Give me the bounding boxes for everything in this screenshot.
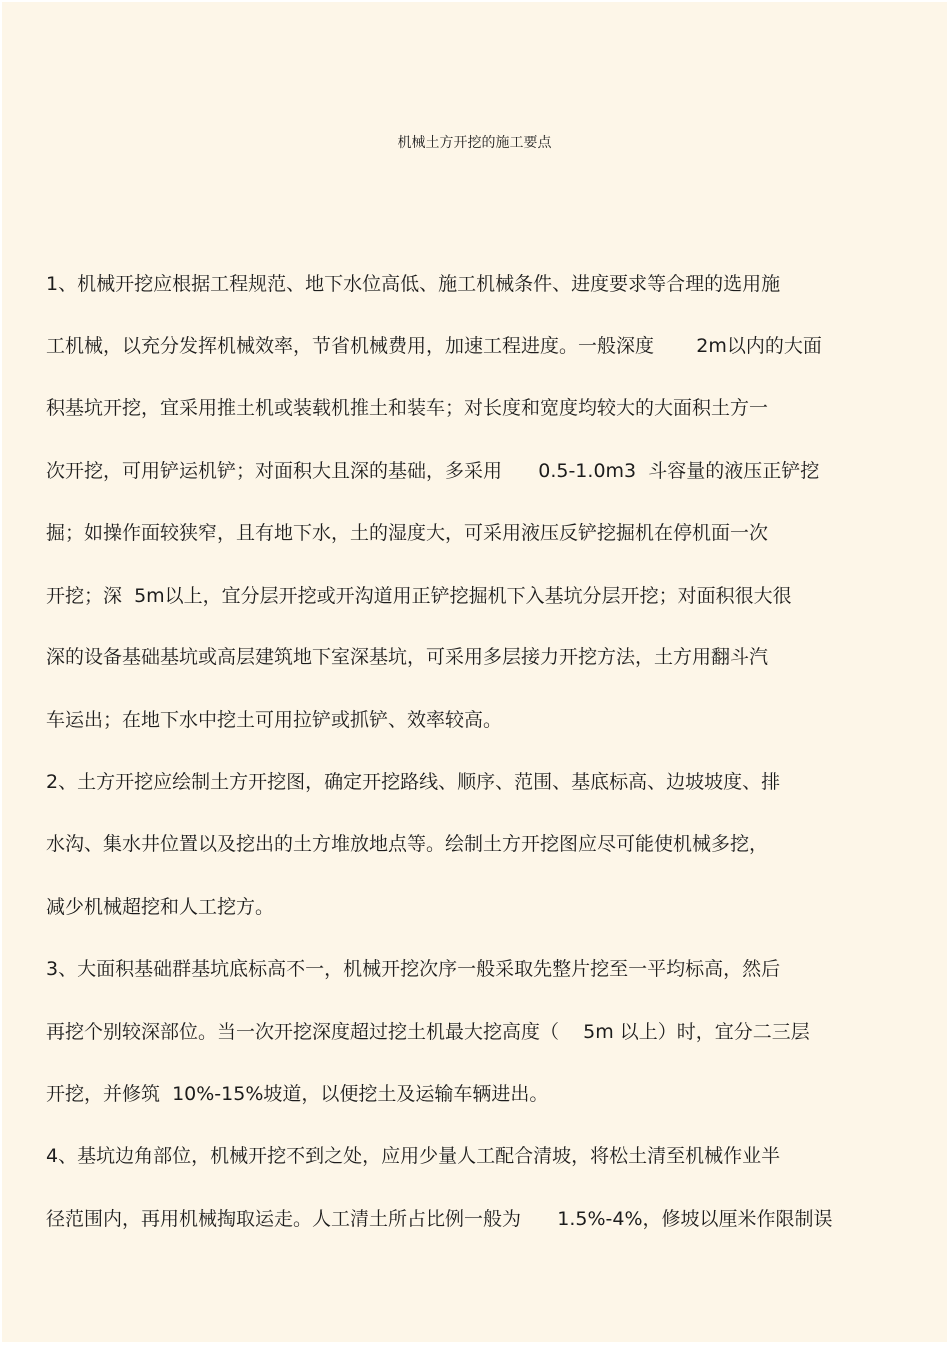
paragraph-line: 开挖，并修筑 10%-15%坡道，以便挖土及运输车辆进出。 bbox=[46, 1083, 549, 1105]
paragraph-line: 掘；如操作面较狭窄，且有地下水，土的湿度大，可采用液压反铲挖掘机在停机面一次 bbox=[46, 522, 769, 544]
document-title: 机械土方开挖的施工要点 bbox=[397, 135, 552, 151]
paragraph-line: 工机械，以充分发挥机械效率，节省机械费用，加速工程进度。一般深度 2m以内的大面 bbox=[46, 335, 822, 357]
paragraph-line: 再挖个别较深部位。当一次开挖深度超过挖土机最大挖高度（ 5m 以上）时，宜分二三层 bbox=[46, 1021, 810, 1043]
paragraph-line: 次开挖，可用铲运机铲；对面积大且深的基础，多采用 0.5-1.0m3 斗容量的液压正铲挖 bbox=[46, 460, 820, 482]
paragraph-line: 减少机械超挖和人工挖方。 bbox=[46, 896, 275, 918]
paragraph-line: 水沟、集水井位置以及挖出的土方堆放地点等。绘制土方开挖图应尽可能使机械多挖， bbox=[46, 833, 769, 855]
paragraph-line: 4、基坑边角部位，机械开挖不到之处，应用少量人工配合清坡，将松土清至机械作业半 bbox=[46, 1145, 781, 1167]
paragraph-line: 1、机械开挖应根据工程规范、地下水位高低、施工机械条件、进度要求等合理的选用施 bbox=[46, 273, 781, 295]
paragraph-line: 径范围内，再用机械掏取运走。人工清土所占比例一般为 1.5%-4%，修坡以厘米作限制误 bbox=[46, 1208, 833, 1230]
paragraph-line: 车运出；在地下水中挖土可用拉铲或抓铲、效率较高。 bbox=[46, 709, 503, 731]
paragraph-line: 积基坑开挖，宜采用推土机或装载机推土和装车；对长度和宽度均较大的大面积土方一 bbox=[46, 397, 769, 419]
paragraph-line: 3、大面积基础群基坑底标高不一，机械开挖次序一般采取先整片挖至一平均标高，然后 bbox=[46, 958, 781, 980]
paragraph-line: 深的设备基础基坑或高层建筑地下室深基坑，可采用多层接力开挖方法，土方用翻斗汽 bbox=[46, 646, 769, 668]
paragraph-line: 2、土方开挖应绘制土方开挖图，确定开挖路线、顺序、范围、基底标高、边坡坡度、排 bbox=[46, 771, 781, 793]
document-page bbox=[2, 2, 947, 1342]
paragraph-line: 开挖；深 5m以上，宜分层开挖或开沟道用正铲挖掘机下入基坑分层开挖；对面积很大很 bbox=[46, 585, 792, 607]
